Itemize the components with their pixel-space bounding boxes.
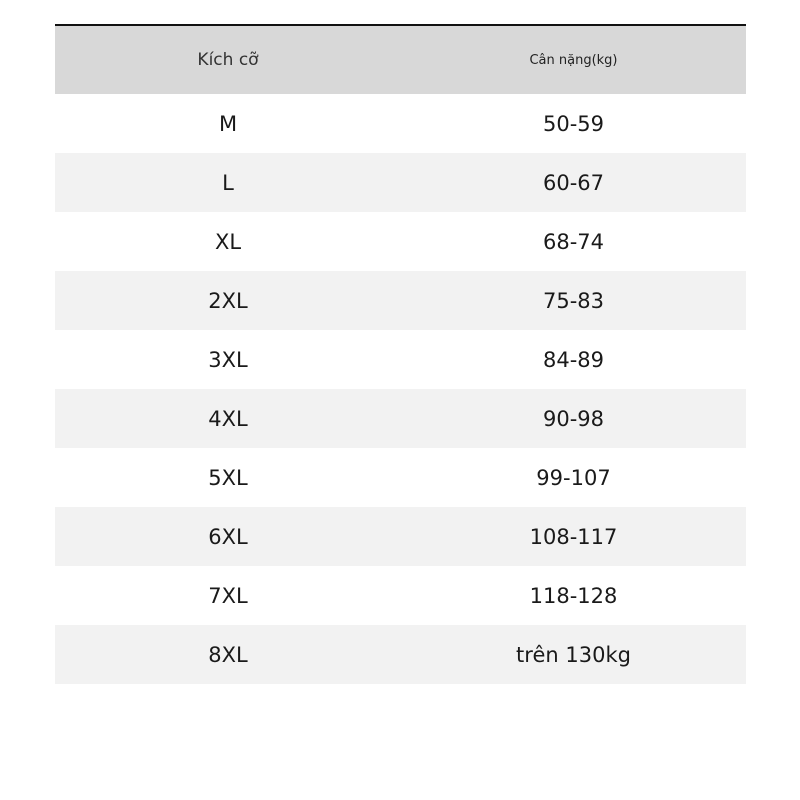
weight-cell: 68-74 xyxy=(542,229,605,254)
table-row xyxy=(55,389,746,448)
table-row xyxy=(55,330,746,389)
size-cell: 7XL xyxy=(208,583,248,608)
weight-cell: 118-128 xyxy=(529,583,618,608)
size-cell: 6XL xyxy=(208,524,248,549)
header-weight: Cân nặng(kg) xyxy=(529,52,618,68)
size-cell: L xyxy=(222,170,234,195)
size-cell: 8XL xyxy=(208,642,248,667)
table-row xyxy=(55,448,746,507)
size-cell: M xyxy=(218,111,238,136)
table-row xyxy=(55,271,746,330)
size-cell: 5XL xyxy=(208,465,248,490)
table-header-row xyxy=(55,26,746,94)
table-row xyxy=(55,507,746,566)
weight-cell: 84-89 xyxy=(542,347,605,372)
size-chart-table xyxy=(55,26,746,684)
weight-cell: 50-59 xyxy=(542,111,605,136)
weight-cell: trên 130kg xyxy=(516,642,631,667)
weight-cell: 99-107 xyxy=(536,465,611,490)
weight-cell: 60-67 xyxy=(542,170,605,195)
size-cell: 2XL xyxy=(208,288,248,313)
header-size: Kích cỡ xyxy=(197,50,259,70)
table-row xyxy=(55,153,746,212)
table-row xyxy=(55,94,746,153)
table-row xyxy=(55,212,746,271)
weight-cell: 90-98 xyxy=(542,406,605,431)
weight-cell: 75-83 xyxy=(542,288,605,313)
table-row xyxy=(55,566,746,625)
weight-cell: 108-117 xyxy=(529,524,618,549)
table-row xyxy=(55,625,746,684)
size-cell: 4XL xyxy=(208,406,248,431)
size-cell: 3XL xyxy=(208,347,248,372)
size-cell: XL xyxy=(214,229,242,254)
